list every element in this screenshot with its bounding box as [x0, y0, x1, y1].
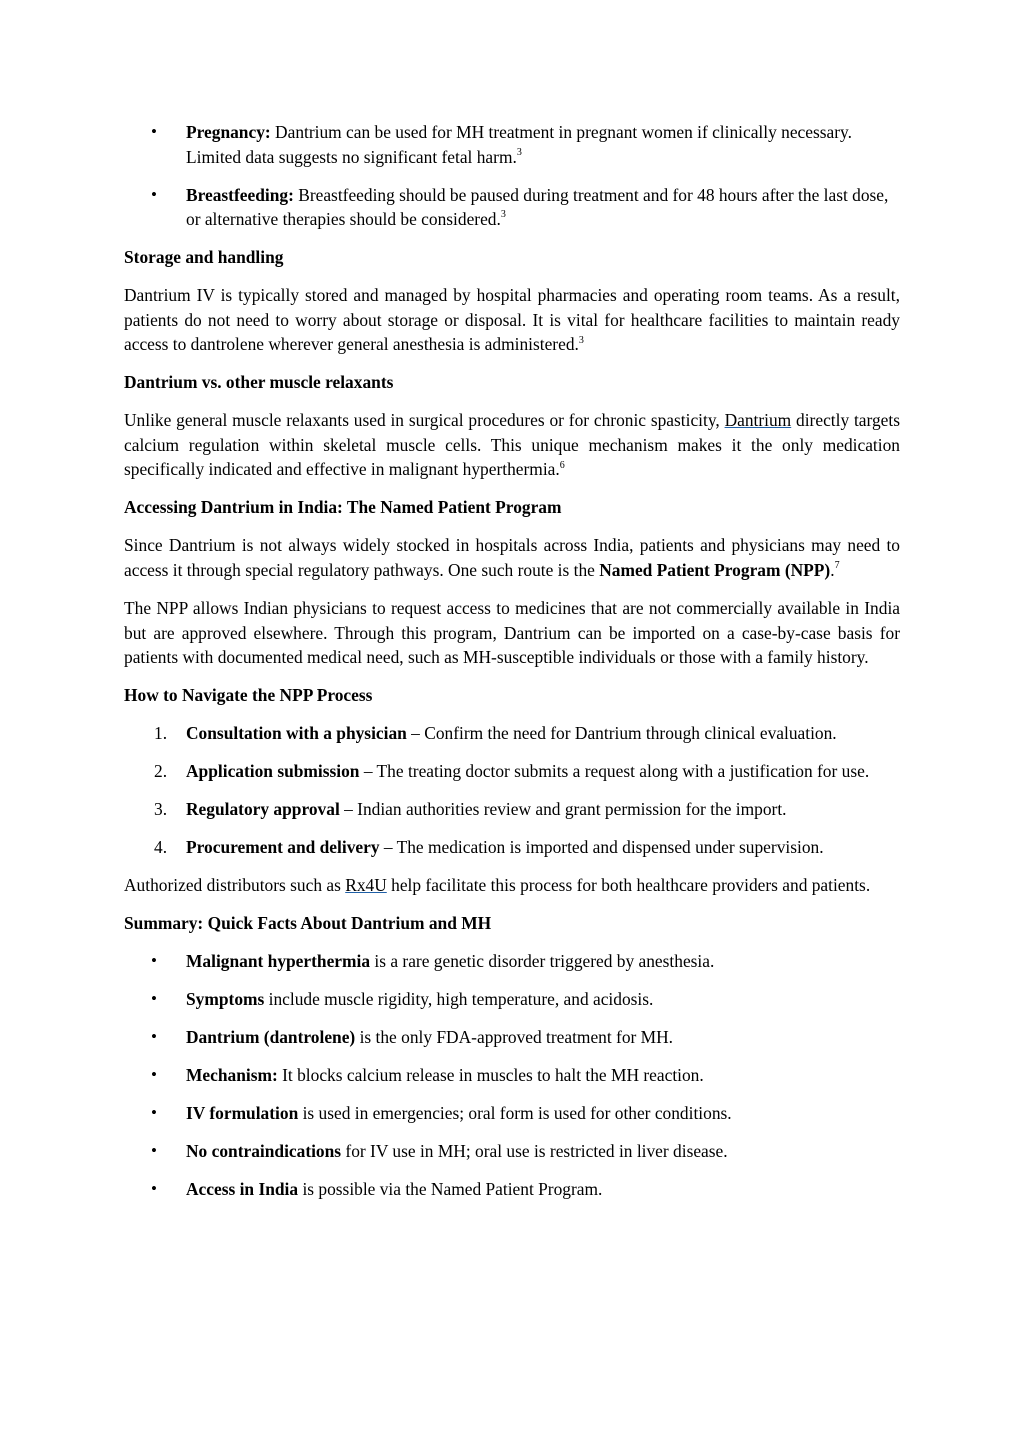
- list-item: [124, 759, 900, 784]
- item-label: IV formulation: [186, 1103, 299, 1124]
- item-text: is a rare genetic disorder triggered by anesthesia.: [370, 951, 715, 972]
- list-item: [124, 120, 900, 169]
- paragraph-text: directly targets calcium regulation within skeletal muscle cells. This unique mechanism makes it the only medication specifically indicated and effective in malignant hyperthermia.: [124, 410, 901, 480]
- citation: 7: [834, 560, 840, 572]
- item-text: include muscle rigidity, high temperature, and acidosis.: [264, 989, 654, 1010]
- storage-paragraph: [124, 283, 900, 357]
- access-paragraph-2: The NPP allows Indian physicians to request access to medicines that are not commercially available in India but are approved elsewhere. Through this program, Dantrium can be imported on a case-by-case basis for patients with documented medical need, such as MH-susceptible individuals or those with a family history.: [124, 598, 900, 668]
- item-text: Breastfeeding should be paused during treatment and for 48 hours after the last dose, or alternative therapies should be considered.: [186, 184, 889, 230]
- paragraph-text: Dantrium IV is typically stored and managed by hospital pharmacies and operating room teams. As a result, patients do not need to worry about storage or disposal. It is vital for healthcare facilities to maintain ready access to dantrolene wherever general anesthesia is administered.: [124, 285, 900, 355]
- item-label: Mechanism:: [186, 1065, 278, 1086]
- item-label: Dantrium (dantrolene): [186, 1027, 356, 1048]
- item-label: Regulatory approval: [186, 799, 340, 820]
- access-paragraph-1: [124, 533, 900, 582]
- citation: 3: [578, 334, 584, 346]
- step-number: 2.: [154, 761, 168, 782]
- section-heading-access: Accessing Dantrium in India: The Named Patient Program: [124, 497, 562, 518]
- list-item: [124, 835, 900, 860]
- bullet-icon: •: [151, 1065, 157, 1085]
- bullet-icon: •: [151, 184, 157, 204]
- bullet-icon: •: [151, 1103, 157, 1123]
- item-text: is the only FDA-approved treatment for MH.: [355, 1027, 674, 1048]
- list-item: [124, 183, 900, 232]
- bullet-icon: •: [151, 122, 157, 141]
- bullet-icon: •: [151, 1179, 157, 1198]
- dantrium-link[interactable]: Dantrium: [724, 410, 792, 431]
- step-number: 4.: [154, 837, 168, 858]
- bullet-list-top: [124, 120, 900, 232]
- item-text: for IV use in MH; oral use is restricted in liver disease.: [341, 1141, 728, 1162]
- list-item: [124, 987, 900, 1012]
- npp-steps-list: [124, 721, 900, 860]
- bullet-icon: •: [151, 1141, 157, 1161]
- section-heading-summary: Summary: Quick Facts About Dantrium and MH: [124, 913, 492, 934]
- item-text: is used in emergencies; oral form is used for other conditions.: [298, 1103, 732, 1124]
- bullet-icon: •: [151, 989, 157, 1009]
- bold-text: Named Patient Program (NPP): [599, 560, 831, 581]
- list-item: [124, 1177, 900, 1202]
- list-item: [124, 1139, 900, 1164]
- item-label: Application submission: [186, 761, 360, 782]
- item-text: It blocks calcium release in muscles to halt the MH reaction.: [277, 1065, 704, 1086]
- section-heading-storage: Storage and handling: [124, 247, 284, 268]
- list-item: [124, 1025, 900, 1050]
- item-text: – The medication is imported and dispensed under supervision.: [379, 837, 824, 858]
- summary-list: [124, 949, 900, 1202]
- item-text: Dantrium can be used for MH treatment in pregnant women if clinically necessary. Limited data suggests no significant fetal harm.: [186, 122, 852, 167]
- paragraph-text: help facilitate this process for both healthcare providers and patients.: [386, 875, 871, 896]
- item-text: – The treating doctor submits a request along with a justification for use.: [359, 761, 870, 782]
- item-label: Breastfeeding:: [186, 184, 294, 205]
- item-label: Pregnancy:: [186, 122, 271, 142]
- paragraph-text: Authorized distributors such as: [124, 875, 346, 896]
- list-item: [124, 949, 900, 974]
- item-text: – Confirm the need for Dantrium through clinical evaluation.: [406, 723, 837, 744]
- step-number: 1.: [154, 723, 168, 744]
- citation: 6: [559, 459, 565, 471]
- bullet-icon: •: [151, 951, 157, 971]
- list-item: [124, 1101, 900, 1126]
- list-item: [124, 797, 900, 822]
- item-label: Access in India: [186, 1179, 299, 1199]
- vs-paragraph: [124, 408, 900, 482]
- document-page: [124, 120, 900, 1215]
- item-label: No contraindications: [186, 1141, 342, 1162]
- item-text: is possible via the Named Patient Program.: [298, 1179, 603, 1199]
- distributors-paragraph: [124, 873, 900, 898]
- section-heading-navigate: How to Navigate the NPP Process: [124, 685, 373, 706]
- citation: 3: [500, 209, 506, 221]
- item-text: – Indian authorities review and grant permission for the import.: [339, 799, 787, 820]
- section-heading-vs: Dantrium vs. other muscle relaxants: [124, 372, 394, 393]
- bullet-icon: •: [151, 1027, 157, 1047]
- item-label: Malignant hyperthermia: [186, 951, 371, 972]
- paragraph-text: Unlike general muscle relaxants used in surgical procedures or for chronic spasticity,: [124, 410, 725, 431]
- list-item: [124, 1063, 900, 1088]
- item-label: Procurement and delivery: [186, 837, 380, 858]
- paragraph-text: .: [830, 560, 835, 581]
- paragraph-text: Since Dantrium is not always widely stocked in hospitals across India, patients and physicians may need to access it through special regulatory pathways. One such route is the: [124, 535, 900, 581]
- list-item: [124, 721, 900, 746]
- item-label: Symptoms: [186, 989, 265, 1010]
- step-number: 3.: [154, 799, 168, 820]
- item-label: Consultation with a physician: [186, 723, 407, 744]
- citation: 3: [516, 146, 522, 158]
- rx4u-link[interactable]: Rx4U: [345, 875, 387, 896]
